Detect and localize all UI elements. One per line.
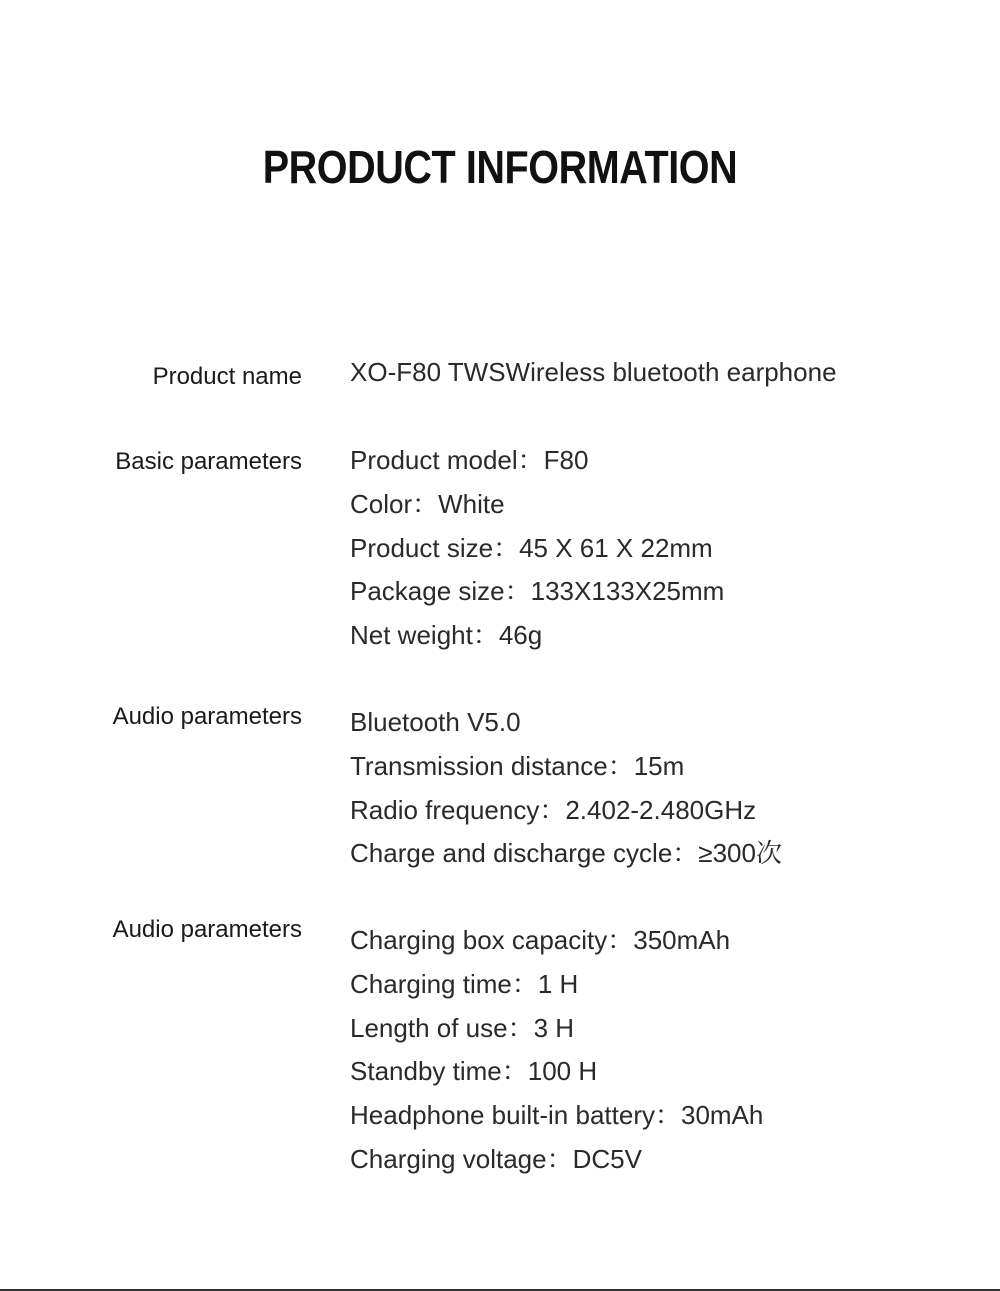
spec-value: Product size：45 X 61 X 22mm: [350, 532, 713, 563]
spec-value: Bluetooth V5.0: [350, 707, 521, 737]
section-values-audio-parameters: [350, 701, 970, 876]
spec-value: Headphone built-in battery：30mAh: [350, 1100, 764, 1131]
spec-value: XO-F80 TWSWireless bluetooth earphone: [350, 357, 837, 387]
spec-value: Transmission distance：15m: [350, 750, 685, 781]
spec-value: Radio frequency：2.402-2.480GHz: [350, 794, 757, 825]
spec-value: Net weight：46g: [350, 620, 543, 651]
spec-value: Charging time：1 H: [350, 968, 579, 999]
section-values-audio-parameters-battery: [350, 919, 970, 1182]
spec-value: Charging box capacity：350mAh: [350, 925, 731, 955]
section-values-product-name: [350, 351, 970, 395]
spec-value: Charging voltage：DC5V: [350, 1143, 642, 1174]
section-label-audio-parameters: Audio parameters: [112, 703, 302, 730]
spec-value: Package size：133X133X25mm: [350, 576, 725, 607]
section-values-basic-parameters: [350, 439, 970, 658]
spec-value: Charge and discharge cycle：≥300次: [350, 838, 782, 869]
spec-value: Product model：F80: [350, 445, 589, 475]
spec-value: Length of use：3 H: [350, 1012, 575, 1043]
section-label-product-name: Product name: [152, 363, 302, 390]
spec-value: Color：White: [350, 488, 505, 519]
spec-value: Standby time：100 H: [350, 1056, 598, 1087]
section-label-audio-parameters-battery: Audio parameters: [112, 916, 302, 943]
page-title: PRODUCT INFORMATION: [262, 141, 738, 193]
section-label-basic-parameters: Basic parameters: [115, 448, 302, 475]
